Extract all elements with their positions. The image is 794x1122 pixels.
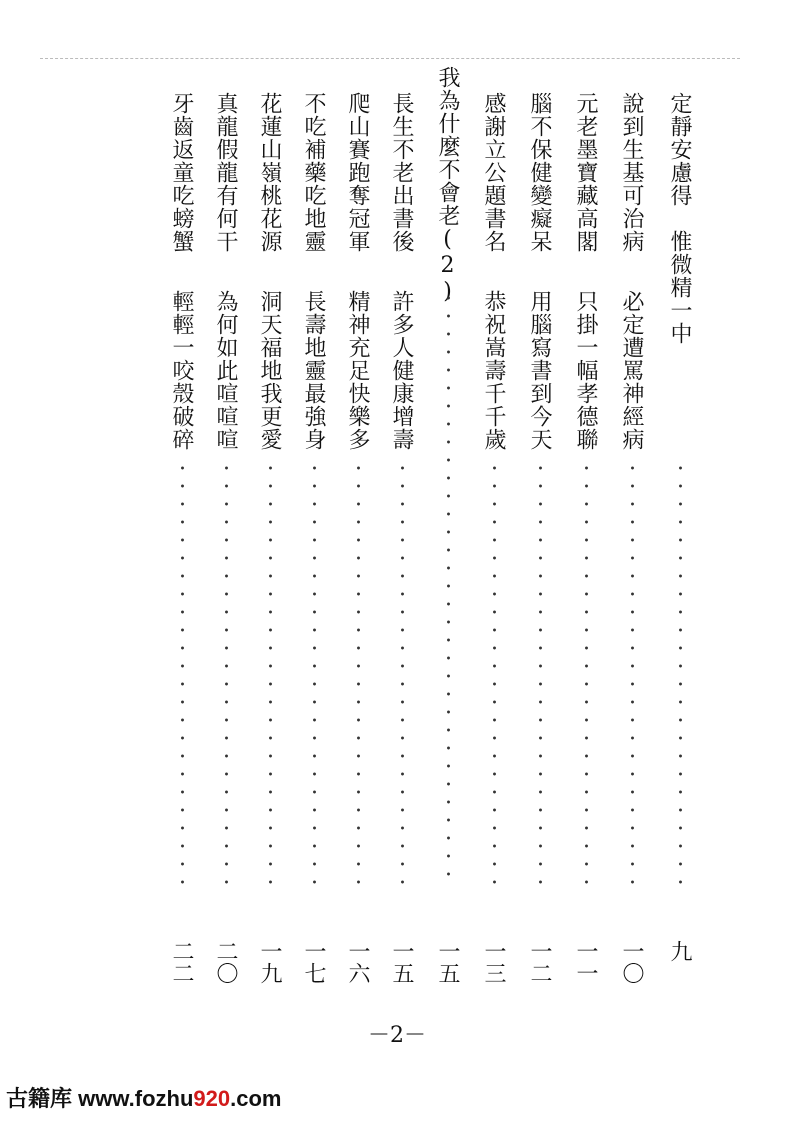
- page-number: 一九: [257, 940, 282, 984]
- leader-dots: ・・・・・・・・・・・・・・・・・・・・・・・・: [484, 460, 503, 892]
- entry-subtitle: 許多人健康增壽: [389, 290, 414, 451]
- page-number: 一五: [435, 940, 460, 984]
- toc-entry-7-sub: [384, 290, 418, 451]
- toc-entry-8: [340, 92, 374, 253]
- toc-entry-6: [430, 66, 464, 305]
- page-number: 一七: [301, 940, 326, 984]
- leader-dots: ・・・・・・・・・・・・・・・・・・・・・・・・: [172, 460, 191, 892]
- page-number: 一五: [389, 940, 414, 984]
- entry-subtitle: 輕輕一咬殼破碎: [169, 290, 194, 451]
- leader-dots: ・・・・・・・・・・・・・・・・・・・・・・・・: [348, 460, 367, 892]
- toc-entry-1-sub: [662, 230, 696, 345]
- entry-title: 牙齒返童吃螃蟹: [169, 92, 194, 253]
- entry-subtitle: 為何如此喧喧喧: [213, 290, 238, 451]
- toc-entry-2: [614, 92, 648, 253]
- watermark-prefix: 古籍库 www.fozhu: [6, 1086, 194, 1111]
- entry-subtitle: 精神充足快樂多: [345, 290, 370, 451]
- leader-dots: ・・・・・・・・・・・・・・・・・・・・・・・・: [530, 460, 549, 892]
- top-rule: [40, 58, 740, 59]
- toc-entry-4: [522, 92, 556, 253]
- watermark-suffix: .com: [230, 1086, 282, 1111]
- entry-title: 不吃補藥吃地靈: [301, 92, 326, 253]
- toc-entry-3: [568, 92, 602, 253]
- page-number: 一六: [345, 940, 370, 984]
- leader-dots: ・・・・・・・・・・・・・・・・・・・・・・・・: [622, 460, 641, 892]
- page-number: 九: [667, 940, 692, 962]
- toc-entry-12: [164, 92, 198, 253]
- entry-subtitle: 恭祝嵩壽千千歲: [481, 290, 506, 451]
- leader-dots: ・・・・・・・・・・・・・・・・・・・・・・・・: [216, 460, 235, 892]
- page-number: 一一: [573, 940, 598, 984]
- toc-entry-12-sub: [164, 290, 198, 451]
- entry-title: 爬山賽跑奪冠軍: [345, 92, 370, 253]
- toc-entry-9-sub: [296, 290, 330, 451]
- toc-entry-11-sub: [208, 290, 242, 451]
- entry-subtitle: 長壽地靈最強身: [301, 290, 326, 451]
- entry-subtitle: 洞天福地我更愛: [257, 290, 282, 451]
- leader-dots: ・・・・・・・・・・・・・・・・・・・・・・・・: [392, 460, 411, 892]
- site-watermark: [6, 1082, 281, 1113]
- toc-entry-11: [208, 92, 242, 253]
- toc-entry-1: [662, 92, 696, 207]
- page-number: 二〇: [213, 940, 238, 984]
- entry-title: 感謝立公題書名: [481, 92, 506, 253]
- toc-entry-5-sub: [476, 290, 510, 451]
- toc-entry-10-sub: [252, 290, 286, 451]
- leader-dots: ・・・・・・・・・・・・・・・・・・・・・・・・: [260, 460, 279, 892]
- entry-title: 說到生基可治病: [619, 92, 644, 253]
- page-number: 一三: [481, 940, 506, 984]
- entry-title: 腦不保健變癡呆: [527, 92, 552, 253]
- watermark-highlight: 920: [193, 1086, 231, 1111]
- entry-title: 我為什麼不會老(2): [435, 66, 460, 305]
- page-number: 一〇: [619, 940, 644, 984]
- entry-subtitle: 用腦寫書到今天: [527, 290, 552, 451]
- toc-entry-7: [384, 92, 418, 253]
- toc-entry-2-sub: [614, 290, 648, 451]
- entry-title: 花蓮山嶺桃花源: [257, 92, 282, 253]
- entry-title: 定靜安慮得: [667, 92, 692, 207]
- toc-entry-5: [476, 92, 510, 253]
- page-number: 二二: [169, 940, 194, 984]
- entry-subtitle: 必定遭罵神經病: [619, 290, 644, 451]
- leader-dots: ・・・・・・・・・・・・・・・・・・・・・・・・・・・・・・・・・: [438, 290, 457, 884]
- leader-dots: ・・・・・・・・・・・・・・・・・・・・・・・・: [576, 460, 595, 892]
- toc-entry-3-sub: [568, 290, 602, 451]
- toc-entry-9: [296, 92, 330, 253]
- toc-entry-8-sub: [340, 290, 374, 451]
- toc-entry-10: [252, 92, 286, 253]
- leader-dots: ・・・・・・・・・・・・・・・・・・・・・・・・: [304, 460, 323, 892]
- entry-title: 元老墨寶藏高閣: [573, 92, 598, 253]
- entry-title: 真龍假龍有何干: [213, 92, 238, 253]
- leader-dots: ・・・・・・・・・・・・・・・・・・・・・・・・: [670, 460, 689, 892]
- entry-subtitle: 惟微精一中: [667, 230, 692, 345]
- toc-entry-4-sub: [522, 290, 556, 451]
- page-number: 一二: [527, 940, 552, 984]
- entry-title: 長生不老出書後: [389, 92, 414, 253]
- entry-subtitle: 只掛一幅孝德聯: [573, 290, 598, 451]
- page-folio: －2－: [368, 1023, 426, 1048]
